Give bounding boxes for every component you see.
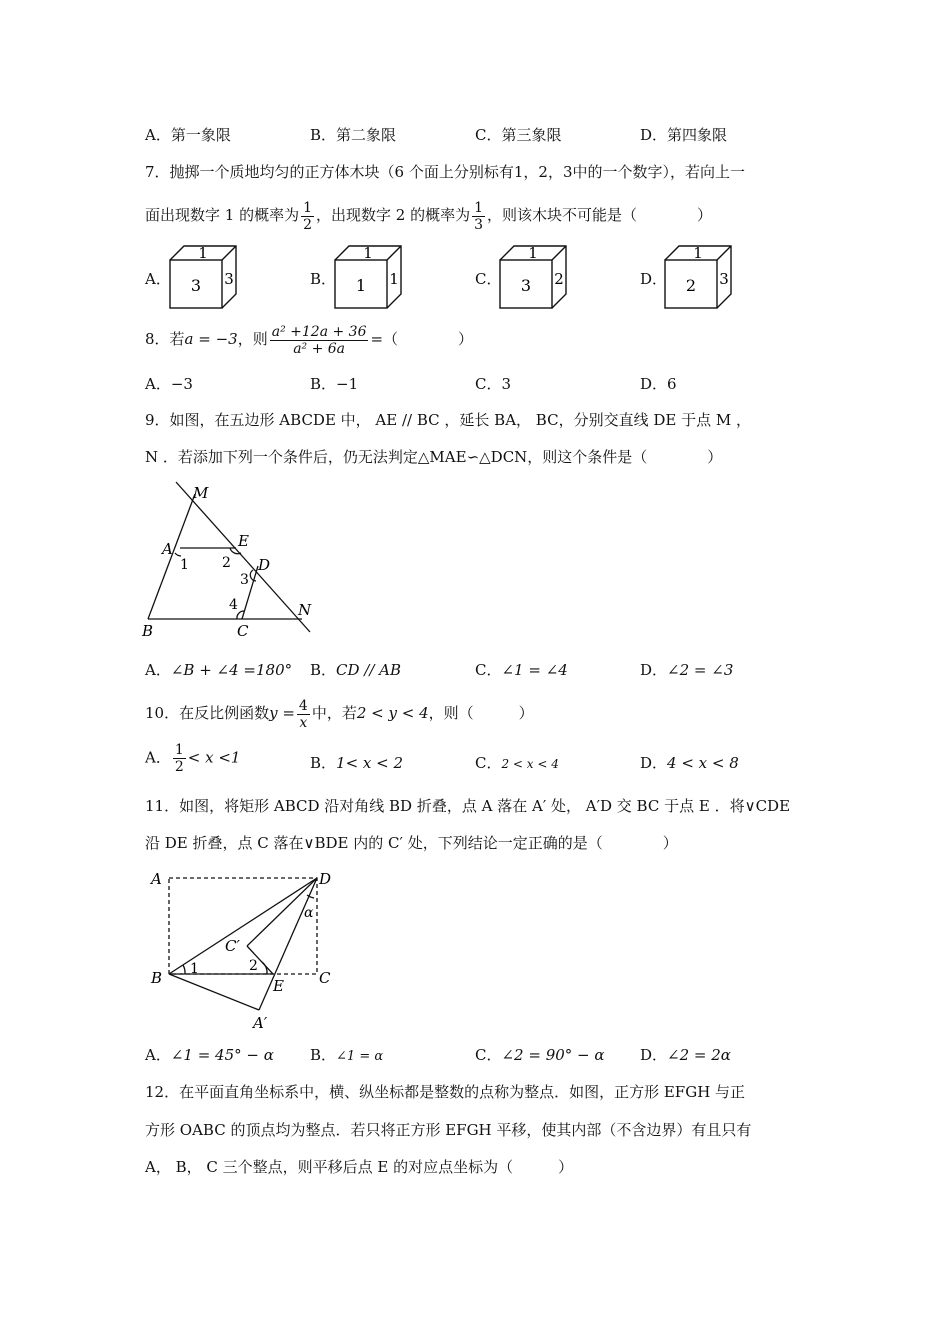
angle-2-label: 2 — [222, 555, 231, 571]
q9-options — [145, 659, 845, 681]
q8-option-a[interactable]: A．−3 — [145, 375, 193, 393]
cube-side-number: 1 — [389, 270, 399, 288]
q8-fraction: $\frac{\text{a² +12a + 36}}{\text{a² + 6a}}$ — [271, 323, 367, 357]
cube-side-number: 3 — [719, 270, 729, 288]
q9-option-b[interactable]: B．CD // AB — [310, 661, 402, 679]
q10-options — [145, 742, 845, 786]
q6-option-d[interactable]: D．第四象限 — [640, 126, 728, 144]
q10-option-b[interactable]: B．1< x < 2 — [310, 754, 404, 772]
q12-stem-line3: A， B， C 三个整点，则平移后点 E 的对应点坐标为（ ） — [145, 1158, 574, 1176]
q6-options — [145, 124, 845, 146]
cube-side-number: 2 — [554, 270, 564, 288]
q7-fraction-half: $\frac{1}{2}$ — [303, 199, 313, 233]
q7-stem-line2: 面出现数字 1 的概率为 $\frac{1}{2}$ ，出现数字 2 的概率为 $\frac{1}{3}$ ，则该木块不可能是（ ） — [145, 199, 713, 233]
q9-option-c[interactable]: C．∠1 = ∠4 — [475, 661, 568, 679]
q9-option-a[interactable]: A．∠B + ∠4 =180° — [145, 661, 293, 679]
q9-stem-line1: 9．如图，在五边形 ABCDE 中， AE // BC ，延长 BA， BC，分别交直线 DE 于点 M ， — [145, 411, 751, 429]
angle-2-label: 2 — [249, 958, 258, 974]
angle-alpha-label: α — [304, 905, 314, 921]
q8-options — [145, 373, 845, 395]
angle-3-label: 3 — [240, 572, 249, 588]
q9-option-d[interactable]: D．∠2 = ∠3 — [640, 661, 734, 679]
label-c: C — [319, 969, 331, 987]
q6-option-c[interactable]: C．第三象限 — [475, 126, 562, 144]
q8-option-c[interactable]: C．3 — [475, 375, 512, 393]
option-label: C． — [475, 270, 502, 288]
label-b: B — [142, 622, 154, 640]
option-label: B． — [310, 270, 337, 288]
q11-option-d[interactable]: D．∠2 = 2α — [640, 1046, 731, 1064]
cube-front-number: 2 — [685, 276, 697, 295]
cube-a-figure — [165, 244, 245, 310]
label-c-prime: C′ — [225, 937, 240, 955]
cube-c-figure — [495, 244, 575, 310]
q10-option-c[interactable]: C．2 < x < 4 — [475, 754, 559, 772]
label-d: D — [258, 556, 271, 574]
q7-stem-line1: 7．抛掷一个质地均匀的正方体木块（6 个面上分别标有1，2，3中的一个数字），若向上一 — [145, 163, 745, 181]
label-b: B — [151, 969, 163, 987]
q11-stem-line1: 11．如图，将矩形 ABCD 沿对角线 BD 折叠，点 A 落在 A′ 处， A′D 交 BC 于点 E ．将∨CDE — [145, 797, 791, 815]
cube-top-number: 1 — [693, 244, 703, 262]
cube-top-number: 1 — [528, 244, 538, 262]
label-a: A — [151, 870, 162, 888]
q6-option-a[interactable]: A．第一象限 — [145, 126, 231, 144]
q11-rectangle-figure — [145, 865, 345, 1035]
q9-stem-line2: N ．若添加下列一个条件后，仍无法判定△MAE∽△DCN，则这个条件是（ ） — [145, 448, 723, 466]
option-label: A． — [145, 270, 171, 288]
q12-stem-line1: 12．在平面直角坐标系中，横、纵坐标都是整数的点称为整点．如图，正方形 EFGH 与正 — [145, 1083, 746, 1101]
cube-d-figure — [660, 244, 740, 310]
label-d: D — [319, 870, 332, 888]
angle-4-label: 4 — [229, 597, 238, 613]
q10-fraction: $\frac{4}{x}$ — [298, 697, 308, 731]
cube-side-number: 3 — [224, 270, 234, 288]
label-e: E — [273, 977, 284, 995]
cube-front-number: 1 — [355, 276, 367, 295]
label-e: E — [238, 532, 249, 550]
q7-fraction-third: $\frac{1}{3}$ — [474, 199, 484, 233]
option-label: D． — [640, 270, 668, 288]
cube-front-number: 3 — [190, 276, 202, 295]
q10-option-a[interactable]: A． $\frac{1}{2}$ < x <1 — [145, 742, 241, 775]
label-m: M — [193, 484, 209, 502]
angle-1-label: 1 — [180, 557, 189, 573]
label-a-prime: A′ — [253, 1014, 268, 1032]
label-a: A — [162, 540, 173, 558]
q10-option-d[interactable]: D．4 < x < 8 — [640, 754, 739, 772]
q10-stem: 10．在反比例函数y = $\frac{4}{x}$ 中，若2 < y < 4，则（ ） — [145, 697, 534, 731]
label-n: N — [298, 601, 312, 619]
q11-option-c[interactable]: C．∠2 = 90° − α — [475, 1046, 605, 1064]
q8-option-d[interactable]: D．6 — [640, 375, 677, 393]
q6-option-b[interactable]: B．第二象限 — [310, 126, 397, 144]
q9-pentagon-figure — [140, 478, 340, 644]
label-c: C — [237, 622, 249, 640]
cube-b-figure — [330, 244, 410, 310]
q11-option-a[interactable]: A．∠1 = 45° − α — [145, 1046, 274, 1064]
angle-1-label: 1 — [190, 961, 199, 977]
q11-option-b[interactable]: B．∠1 = α — [310, 1046, 384, 1064]
cube-front-number: 3 — [520, 276, 532, 295]
cube-top-number: 1 — [198, 244, 208, 262]
q11-options — [145, 1044, 845, 1066]
q8-stem: 8．若a = −3，则 $\frac{\text{a² +12a + 36}}{\text{a² + 6a}}$ =（ ） — [145, 323, 474, 357]
q11-stem-line2: 沿 DE 折叠，点 C 落在∨BDE 内的 C′ 处，下列结论一定正确的是（ ） — [145, 834, 678, 852]
q12-stem-line2: 方形 OABC 的顶点均为整点．若只将正方形 EFGH 平移，使其内部（不含边界）有且只有 — [145, 1121, 752, 1139]
q8-option-b[interactable]: B．−1 — [310, 375, 359, 393]
cube-top-number: 1 — [363, 244, 373, 262]
